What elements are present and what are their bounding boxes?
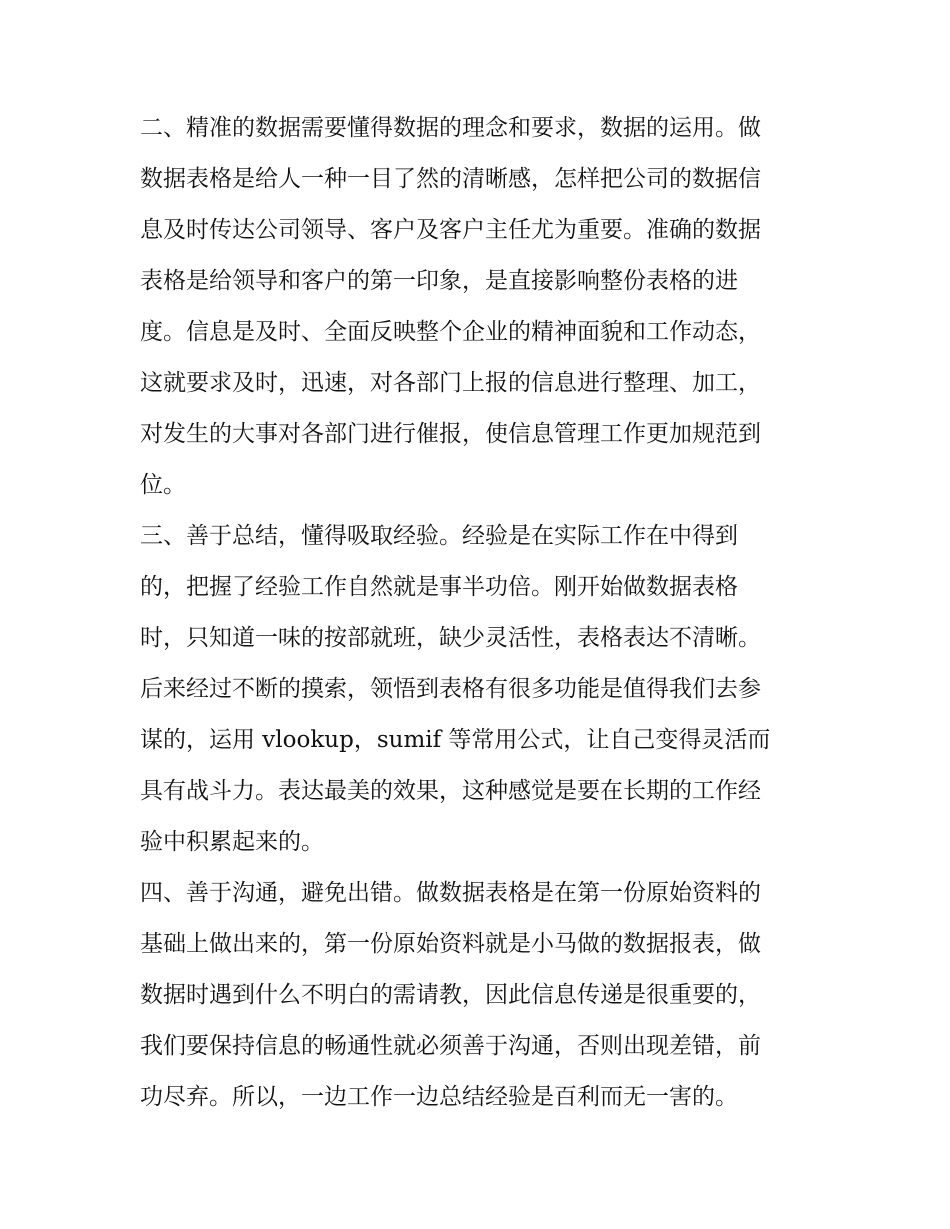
text-line: 四、善于沟通，避免出错。做数据表格是在第一份原始资料的 [140, 880, 761, 906]
paragraph-3 [140, 511, 815, 868]
paragraph-4 [140, 868, 815, 1123]
text-line: 验中积累起来的。 [140, 829, 324, 855]
text-line: 具有战斗力。表达最美的效果，这种感觉是要在长期的工作经 [140, 778, 761, 804]
text-line: 时，只知道一味的按部就班，缺少灵活性，表格表达不清晰。 [140, 625, 761, 651]
text-line: 这就要求及时，迅速，对各部门上报的信息进行整理、加工， [140, 370, 761, 396]
text-line: 数据时遇到什么不明白的需请教，因此信息传递是很重要的， [140, 982, 761, 1008]
text-line: 二、精准的数据需要懂得数据的理念和要求，数据的运用。做 [140, 115, 761, 141]
text-line: 功尽弃。所以，一边工作一边总结经验是百利而无一害的。 [140, 1084, 738, 1110]
text-line: 息及时传达公司领导、客户及客户主任尤为重要。准确的数据 [140, 217, 761, 243]
text-line: 三、善于总结，懂得吸取经验。经验是在实际工作在中得到 [140, 523, 738, 549]
text-line: 表格是给领导和客户的第一印象，是直接影响整份表格的进 [140, 268, 738, 294]
text-line: 后来经过不断的摸索，领悟到表格有很多功能是值得我们去参 [140, 676, 761, 702]
text-line: 位。 [140, 472, 186, 498]
text-line: 对发生的大事对各部门进行催报，使信息管理工作更加规范到 [140, 421, 761, 447]
text-line: 基础上做出来的，第一份原始资料就是小马做的数据报表，做 [140, 931, 761, 957]
document-body [140, 103, 815, 1123]
text-line: 数据表格是给人一种一目了然的清晰感，怎样把公司的数据信 [140, 166, 761, 192]
text-line: 我们要保持信息的畅通性就必须善于沟通，否则出现差错，前 [140, 1033, 761, 1059]
text-line: 度。信息是及时、全面反映整个企业的精神面貌和工作动态， [140, 319, 761, 345]
text-line: 谋的，运用 vlookup，sumif 等常用公式，让自己变得灵活而 [140, 727, 771, 753]
text-line: 的，把握了经验工作自然就是事半功倍。刚开始做数据表格 [140, 574, 738, 600]
paragraph-2 [140, 103, 815, 511]
